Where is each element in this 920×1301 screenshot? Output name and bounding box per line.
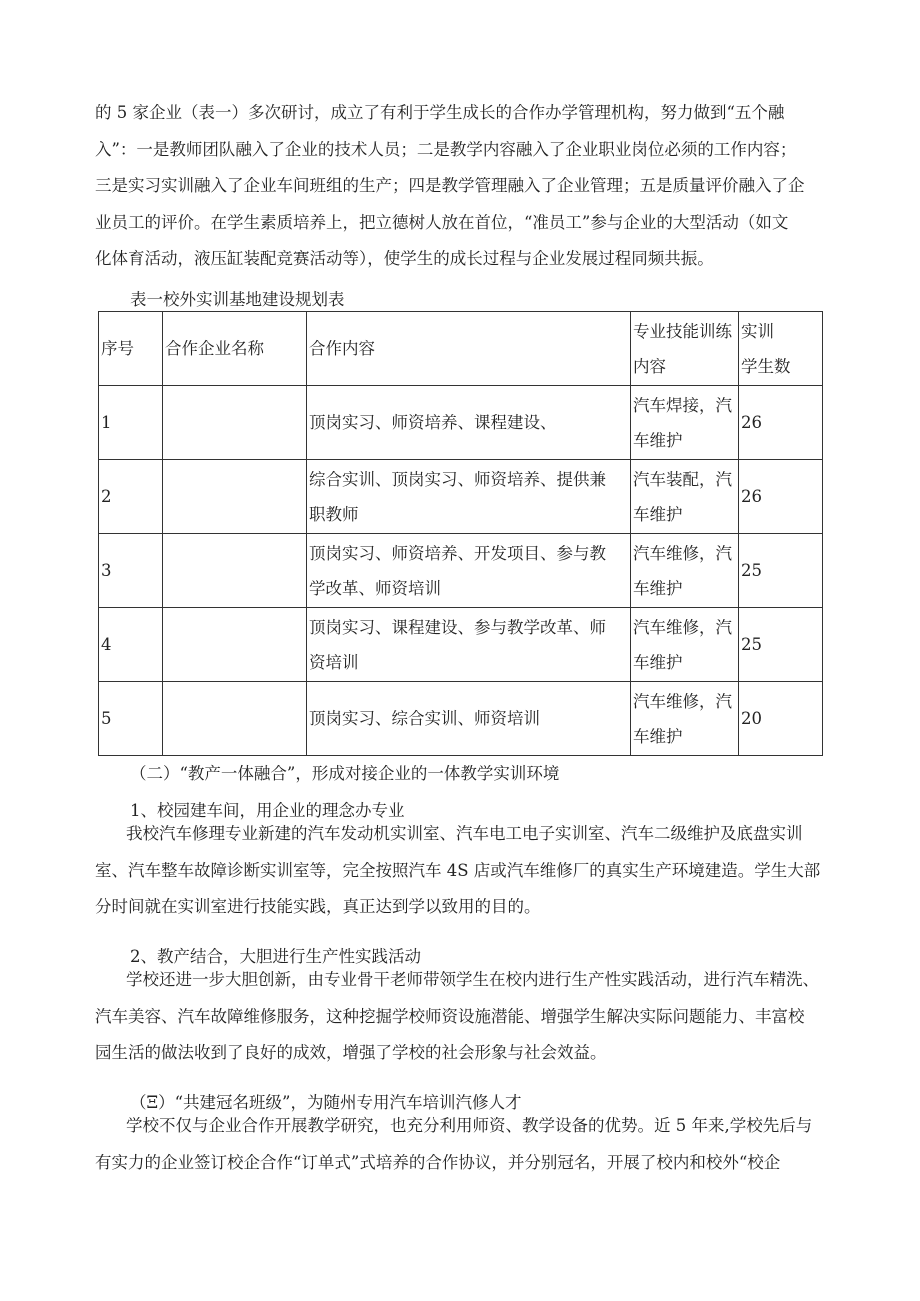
table-row — [99, 386, 823, 460]
cell-content-line: 职教师 — [309, 504, 359, 524]
cell-company — [163, 460, 307, 534]
cell-content — [307, 460, 631, 534]
header-content: 合作内容 — [307, 312, 631, 386]
cell-company — [163, 534, 307, 608]
text-line: 入”：一是教师团队融入了企业的技术人员；二是教学内容融入了企业职业岗位必须的工作内容； — [95, 139, 797, 159]
header-no: 序号 — [99, 312, 163, 386]
header-students-line: 实训 — [741, 321, 774, 341]
header-students-line: 学生数 — [741, 356, 791, 376]
cell-no: 5 — [99, 682, 163, 756]
item1-heading: 1、校园建车间，用企业的理念办专业 — [130, 801, 405, 820]
cell-content — [307, 386, 631, 460]
cell-skill-line: 车维护 — [633, 726, 683, 746]
text-line: 业员工的评价。在学生素质培养上，把立德树人放在首位，“准员工”参与企业的大型活动（如文 — [95, 212, 789, 232]
cell-skill-line: 车维护 — [633, 504, 683, 524]
cell-skill — [631, 534, 739, 608]
section3-paragraph — [95, 1108, 830, 1181]
text-line: 分时间就在实训室进行技能实践，真正达到学以致用的目的。 — [95, 897, 541, 916]
header-company: 合作企业名称 — [163, 312, 307, 386]
cell-company — [163, 386, 307, 460]
text-line: 学校不仅与企业合作开展教学研究，也充分利用师资、教学设备的优势。近 5 年来,学校先后与 — [126, 1116, 813, 1135]
header-skill — [631, 312, 739, 386]
header-students — [739, 312, 823, 386]
cell-content-line: 顶岗实习、师资培养、课程建设、 — [309, 413, 557, 432]
cell-content — [307, 608, 631, 682]
cell-no: 3 — [99, 534, 163, 608]
cell-skill-line: 车维护 — [633, 578, 683, 598]
cell-content-line: 顶岗实习、课程建设、参与教学改革、师 — [309, 617, 606, 637]
cell-skill-line: 车维护 — [633, 652, 683, 672]
training-base-plan-table — [98, 311, 823, 756]
cell-skill-line: 汽车维修，汽 — [633, 691, 732, 711]
cell-no: 2 — [99, 460, 163, 534]
cell-content — [307, 534, 631, 608]
table-caption: 表一校外实训基地建设规划表 — [130, 290, 345, 309]
cell-students: 26 — [739, 460, 823, 534]
section3-heading: （Ξ）“共建冠名班级”，为随州专用汽车培训汽修人才 — [130, 1093, 522, 1112]
cell-company — [163, 608, 307, 682]
cell-skill-line: 汽车焊接，汽 — [633, 395, 732, 415]
cell-skill — [631, 682, 739, 756]
text-line: 我校汽车修理专业新建的汽车发动机实训室、汽车电工电子实训室、汽车二级维护及底盘实训 — [126, 824, 803, 843]
item1-paragraph — [95, 816, 830, 926]
header-skill-line: 专业技能训练 — [633, 321, 732, 341]
item2-paragraph — [95, 962, 830, 1072]
text-line: 室、汽车整车故障诊断实训室等，完全按照汽车 4S 店或汽车维修厂的真实生产环境建造。学生大部 — [95, 860, 821, 880]
header-skill-line: 内容 — [633, 356, 666, 376]
cell-students: 26 — [739, 386, 823, 460]
table-row — [99, 608, 823, 682]
text-line: 学校还进一步大胆创新，由专业骨干老师带领学生在校内进行生产性实践活动，进行汽车精洗、 — [126, 970, 819, 989]
cell-company — [163, 682, 307, 756]
cell-content-line: 顶岗实习、综合实训、师资培训 — [309, 709, 540, 728]
section2-heading: （二）“教产一体融合”，形成对接企业的一体教学实训环境 — [130, 764, 560, 783]
text-line: 园生活的做法收到了良好的成效，增强了学校的社会形象与社会效益。 — [95, 1043, 607, 1062]
table-row — [99, 682, 823, 756]
table-row — [99, 460, 823, 534]
item2-heading: 2、教产结合，大胆进行生产性实践活动 — [130, 947, 421, 966]
intro-paragraph — [95, 95, 830, 278]
text-line: 的 5 家企业（表一）多次研讨，成立了有利于学生成长的合作办学管理机构，努力做到“五个融 — [95, 103, 785, 122]
text-line: 化体育活动，液压缸装配竞赛活动等），使学生的成长过程与企业发展过程同频共振。 — [95, 249, 714, 268]
text-line: 汽车美容、汽车故障维修服务，这种挖掘学校师资设施潜能、增强学生解决实际问题能力、丰富校 — [95, 1006, 805, 1026]
cell-content — [307, 682, 631, 756]
text-line: 三是实习实训融入了企业车间班组的生产；四是教学管理融入了企业管理；五是质量评价融入了企 — [95, 176, 805, 195]
cell-skill-line: 汽车维修，汽 — [633, 617, 732, 637]
cell-skill — [631, 608, 739, 682]
cell-content-line: 资培训 — [309, 652, 359, 672]
cell-skill-line: 车维护 — [633, 430, 683, 450]
cell-skill — [631, 386, 739, 460]
cell-students: 20 — [739, 682, 823, 756]
cell-no: 1 — [99, 386, 163, 460]
cell-content-line: 综合实训、顶岗实习、师资培养、提供兼 — [309, 469, 606, 489]
table-header-row — [99, 312, 823, 386]
cell-skill-line: 汽车装配，汽 — [633, 469, 732, 489]
cell-content-line: 顶岗实习、师资培养、开发项目、参与教 — [309, 543, 606, 563]
cell-skill-line: 汽车维修，汽 — [633, 543, 732, 563]
cell-content-line: 学改革、师资培训 — [309, 578, 441, 598]
cell-students: 25 — [739, 608, 823, 682]
cell-skill — [631, 460, 739, 534]
table-row — [99, 534, 823, 608]
cell-no: 4 — [99, 608, 163, 682]
cell-students: 25 — [739, 534, 823, 608]
text-line: 有实力的企业签订校企合作“订单式”式培养的合作协议，并分别冠名，开展了校内和校外“校企 — [95, 1152, 781, 1172]
